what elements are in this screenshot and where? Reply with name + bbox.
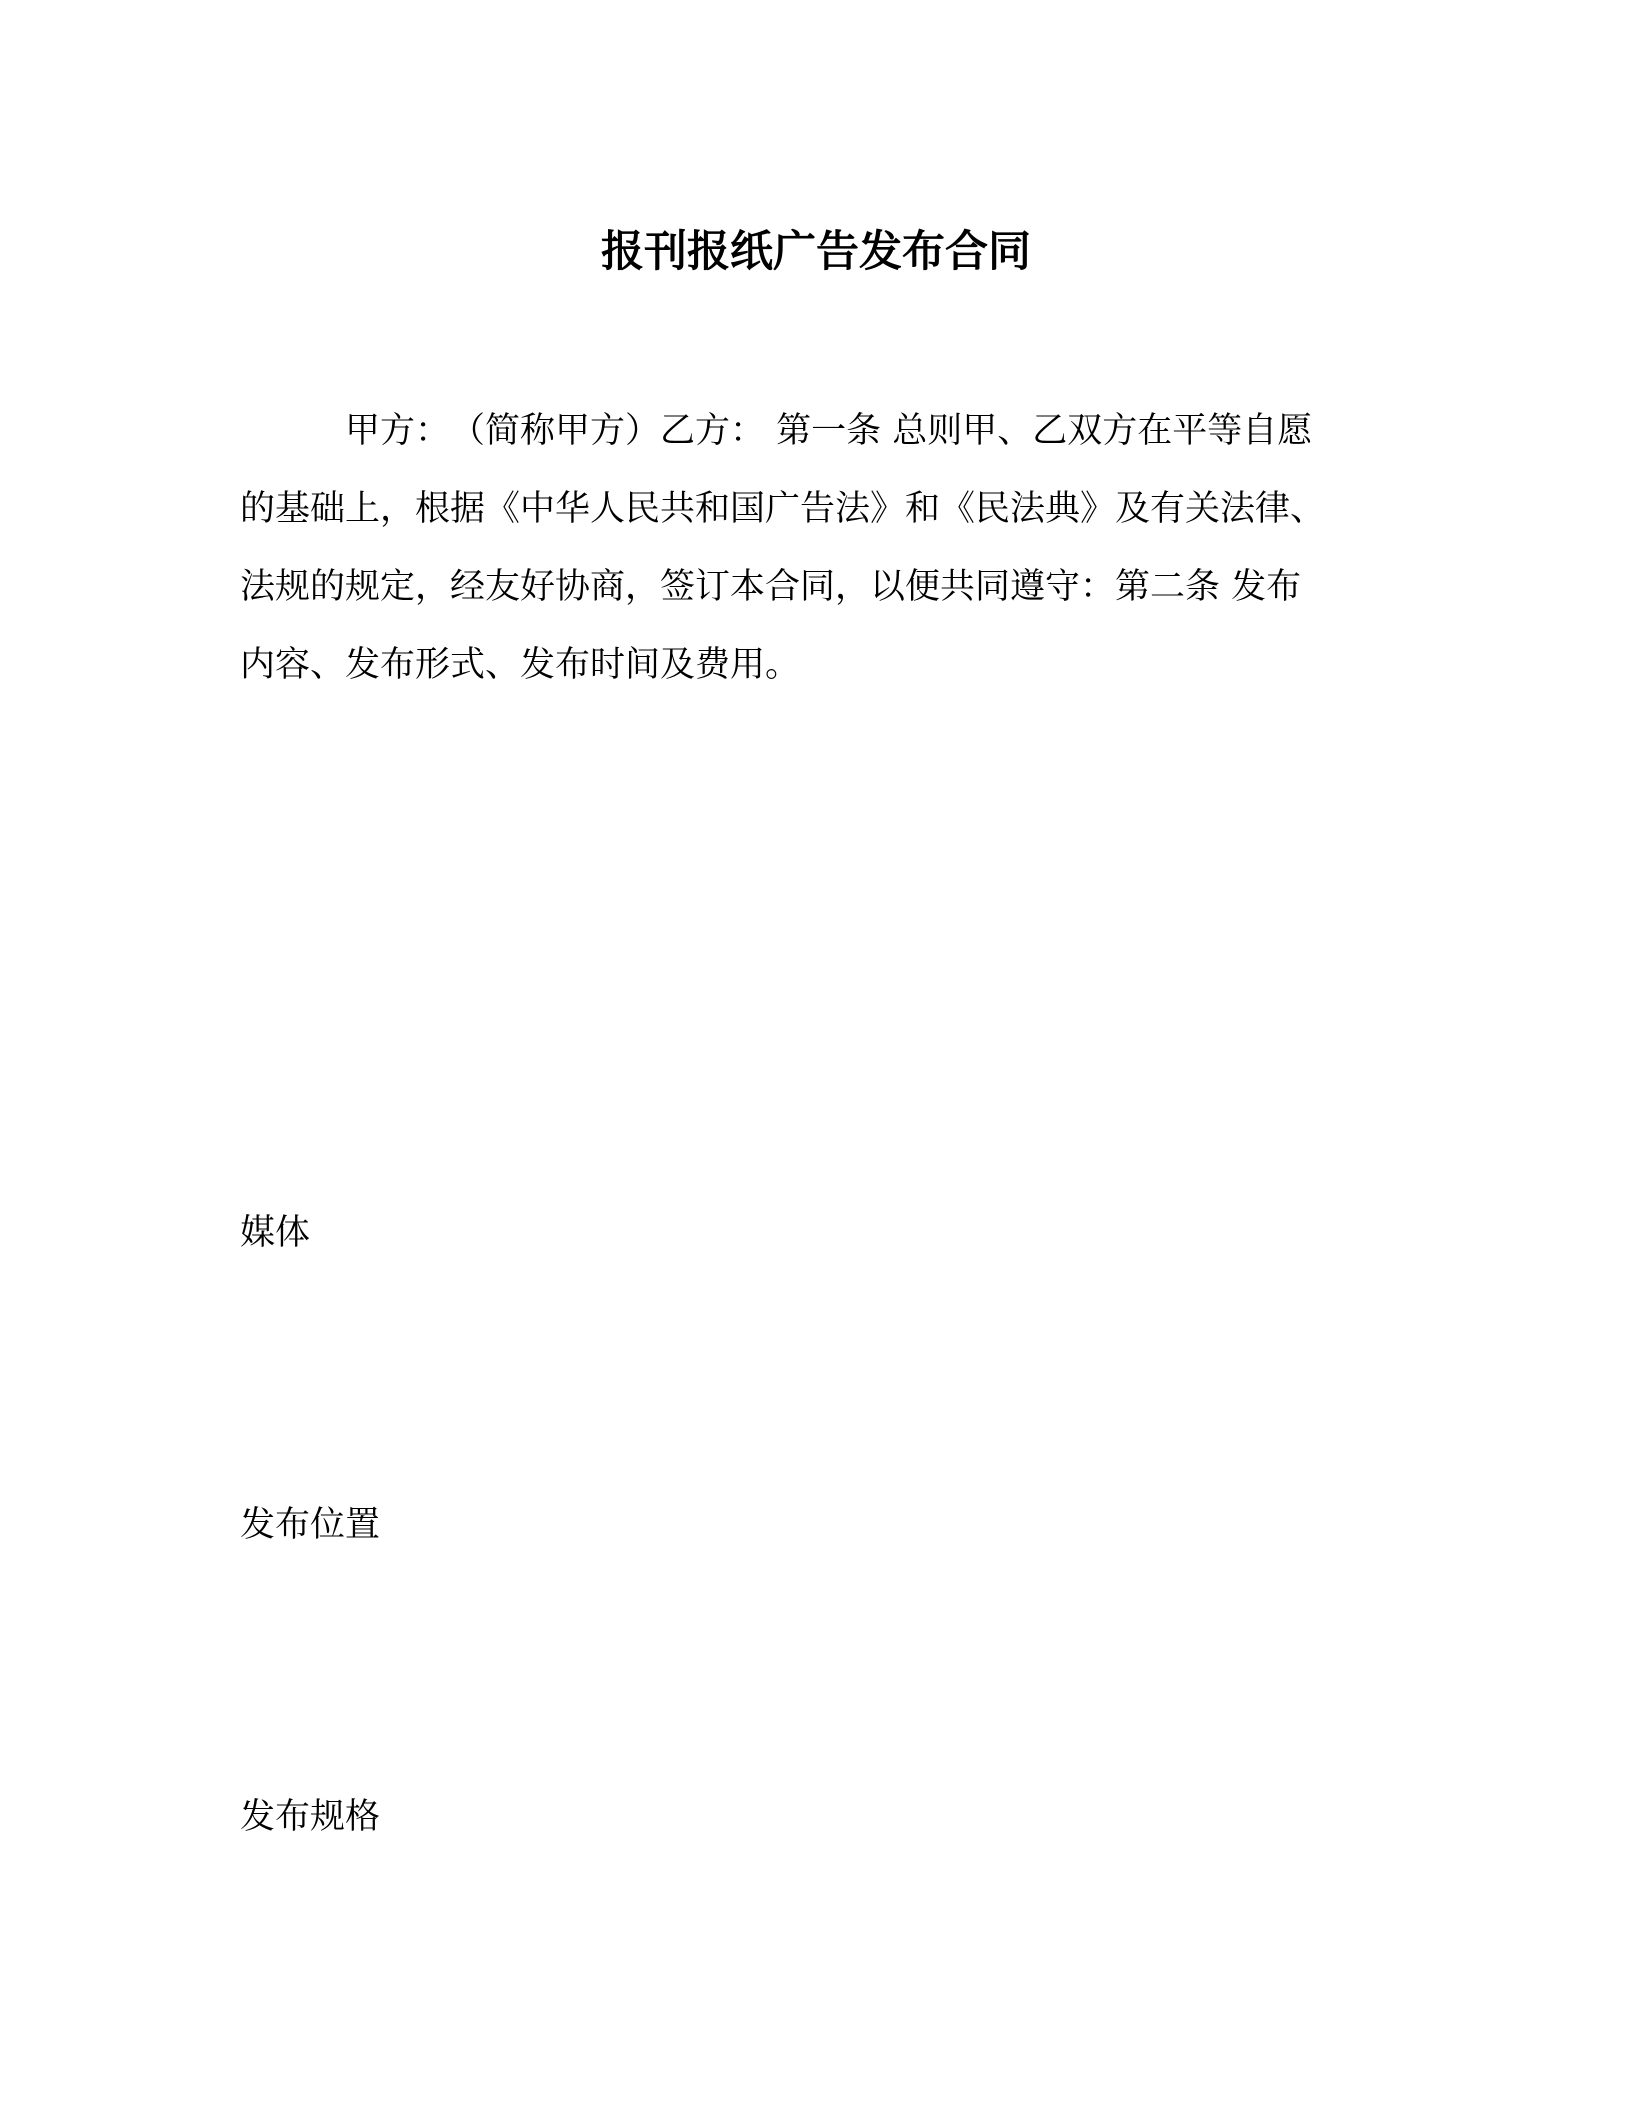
document-title: 报刊报纸广告发布合同 [601,227,1031,277]
body-line: 的基础上，根据《中华人民共和国广告法》和《民法典》及有关法律、 [240,489,1326,529]
body-line: 法规的规定，经友好协商，签订本合同，以便共同遵守：第二条 发布 [240,567,1302,607]
contract-body-paragraph [240,392,1396,704]
field-label-spec: 发布规格 [240,1797,381,1837]
field-label-position: 发布位置 [240,1505,381,1545]
body-line: 内容、发布形式、发布时间及费用。 [240,645,801,685]
field-label-media: 媒体 [240,1213,311,1253]
body-line: 甲方： （简称甲方）乙方： 第一条 总则甲、乙双方在平等自愿 [345,411,1313,451]
